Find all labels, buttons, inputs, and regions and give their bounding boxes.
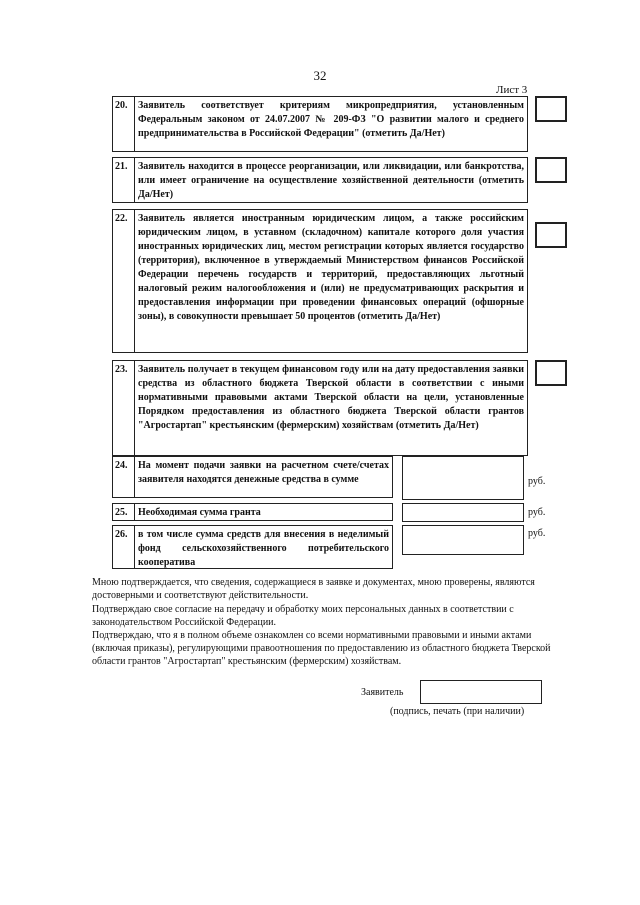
- question-text: Заявитель получает в текущем финансовом году или на дату предоставления заявки средства из областного бюджета Тверской области в соответствии с иными нормативными правовыми актами Тверской области на цели, установленные Порядком предоставления из областного бюджета Тверской области грантов "Агростартап" крестьянским (фермерским) хозяйствам (отметить Да/Нет): [138, 364, 524, 431]
- currency-label: руб.: [528, 528, 546, 539]
- signature-label: Заявитель: [361, 687, 404, 698]
- confirmation-personal-data: Подтверждаю свое согласие на передачу и обработку моих персональных данных в соответствии с законодательством Российской Федерации.: [92, 604, 514, 628]
- question-number: 20.: [113, 97, 135, 151]
- cash-amount-field[interactable]: [402, 456, 524, 500]
- signature-caption: (подпись, печать (при наличии): [390, 706, 525, 717]
- confirmation-acknowledgement: Подтверждаю, что я в полном объеме ознакомлен со всеми нормативными правовыми и иными актами (включая приказы), регулирующими правоотношения по предоставлению из областного бюджета Тверской области грантов "Агростартап" крестьянским (фермерским) хозяйствам.: [92, 630, 551, 667]
- currency-label: руб.: [528, 476, 546, 487]
- question-text: в том числе сумма средств для внесения в неделимый фонд сельскохозяйственного потребительского кооператива: [138, 529, 389, 568]
- question-number: 24.: [113, 457, 135, 497]
- question-25: [112, 503, 393, 521]
- question-24: [112, 456, 393, 498]
- cooperative-fund-amount-field[interactable]: [402, 525, 524, 555]
- question-text: Заявитель находится в процессе реорганизации, или ликвидации, или банкротства, или имеет ограничение на осуществление хозяйственной деятельности (отметить Да/Нет): [138, 161, 524, 200]
- question-21: [112, 157, 528, 203]
- grant-amount-field[interactable]: [402, 503, 524, 522]
- question-23: [112, 360, 528, 456]
- question-text: Необходимая сумма гранта: [138, 507, 261, 518]
- question-text: На момент подачи заявки на расчетном счете/счетах заявителя находятся денежные средства в сумме: [138, 460, 389, 485]
- checkbox-question-23[interactable]: [535, 360, 567, 386]
- question-number: 23.: [113, 361, 135, 455]
- page-number: 32: [313, 68, 327, 83]
- question-text: Заявитель является иностранным юридическим лицом, а также российским юридическим лицом, в уставном (складочном) капитале которого доля участия иностранных юридических лиц, местом регистрации которых является государство (территория), включенное в утверждаемый Министерством финансов Российской Федерации перечень государств и территорий, предоставляющих льготный налоговый режим налогообложения и (или) не предусматривающих раскрытия и предоставления информации при проведении финансовых операций (офшорные зоны), в совокупности превышает 50 процентов (отметить Да/Нет): [138, 213, 524, 322]
- question-22: [112, 209, 528, 353]
- checkbox-question-21[interactable]: [535, 157, 567, 183]
- sheet-label: Лист 3: [496, 84, 528, 96]
- question-text: Заявитель соответствует критериям микропредприятия, установленным Федеральным законом от 24.07.2007 № 209-ФЗ "О развитии малого и среднего предпринимательства в Российской Федерации" (отметить Да/Нет): [138, 100, 524, 139]
- question-number: 22.: [113, 210, 135, 352]
- confirmation-accuracy: Мною подтверждается, что сведения, содержащиеся в заявке и документах, мною проверены, являются достоверными и соответствуют действительности.: [92, 577, 535, 601]
- question-number: 25.: [113, 504, 135, 520]
- checkbox-question-20[interactable]: [535, 96, 567, 122]
- question-20: [112, 96, 528, 152]
- question-number: 26.: [113, 526, 135, 568]
- question-number: 21.: [113, 158, 135, 202]
- signature-field[interactable]: [420, 680, 542, 704]
- question-26: [112, 525, 393, 569]
- currency-label: руб.: [528, 507, 546, 518]
- checkbox-question-22[interactable]: [535, 222, 567, 248]
